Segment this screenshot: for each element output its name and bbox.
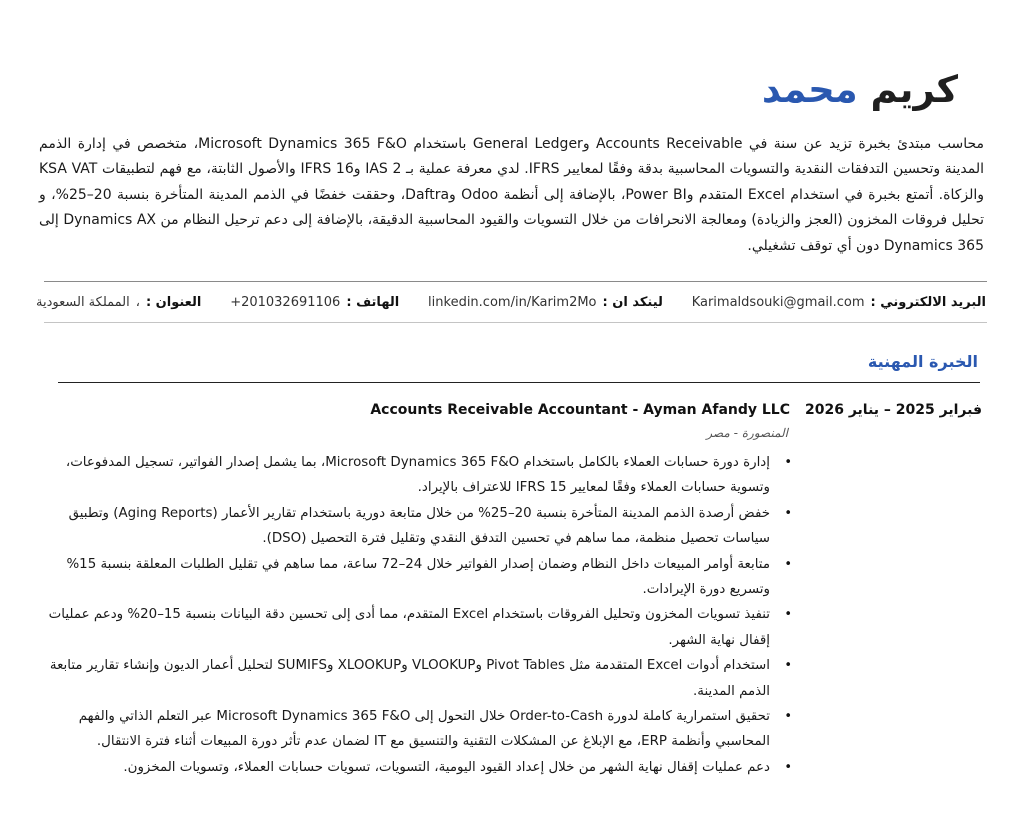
contact-address [36,295,201,310]
job-responsibilities [30,450,792,780]
job-title: Accounts Receivable Accountant - Ayman Afandy LLC [370,402,790,418]
job-location: المنصورة - مصر [706,426,788,440]
address-value: المملكة السعودية [36,294,130,310]
responsibility-item: • متابعة أوامر المبيعات داخل النظام وضمان إصدار الفواتير خلال 24–72 ساعة، مما ساهم في تقليل الطلبات المعلقة بنسبة 15% وتسريع دورة الإيرادات. [30,552,770,603]
contact-linkedin [428,295,663,310]
responsibility-item: • إدارة دورة حسابات العملاء بالكامل باستخدام Microsoft Dynamics 365 F&O، بما يشمل إصدار الفواتير، تسجيل المدفوعات، وتسوية حسابات العملاء وفقًا لمعايير IFRS 15 للاعتراف بالإيراد. [30,450,770,501]
email-label: البريد الالكتروني : [870,294,986,310]
responsibility-item: • تحقيق استمرارية كاملة لدورة Order-to-Cash خلال التحول إلى Microsoft Dynamics 365 F&O عبر التعلم الذاتي والفهم المحاسبي وأنظمة ERP، مع الإبلاغ عن المشكلات التقنية والتنسيق مع IT لضمان عدم تأثر دورة المبيعات أثناء فترة الانتقال. [30,704,770,755]
linkedin-value[interactable]: linkedin.com/in/Karim2Mo [428,294,597,310]
experience-section-title: الخبرة المهنية [867,352,978,371]
contact-bar [36,291,986,313]
email-value[interactable]: Karimaldsouki@gmail.com [691,294,865,310]
address-label: العنوان : [145,294,202,310]
contact-bottom-divider [44,322,987,323]
contact-phone [230,295,399,310]
contact-top-divider [44,281,987,282]
first-name: كريم [870,68,958,111]
contact-email [692,295,986,310]
candidate-name [762,66,958,114]
experience-section-divider [58,382,980,383]
responsibility-item: • استخدام أدوات Excel المتقدمة مثل Pivot Tables وVLOOKUP وXLOOKUP وSUMIFS لتحليل أعمار الديون وإنشاء تقارير متابعة الذمم المدينة. [30,653,770,704]
responsibility-item: • دعم عمليات إقفال نهاية الشهر من خلال إعداد القيود اليومية، التسويات، تسويات حسابات العملاء، وتسويات المخزون. [30,755,770,780]
last-name: محمد [761,68,858,111]
responsibility-item: • تنفيذ تسويات المخزون وتحليل الفروقات باستخدام Excel المتقدم، مما أدى إلى تحسين دقة البيانات بنسبة 15–20% ودعم عمليات إقفال نهاية الشهر. [30,602,770,653]
professional-summary: محاسب مبتدئ بخبرة تزيد عن سنة في Accounts Receivable وGeneral Ledger باستخدام Microsoft Dynamics 365 F&O، متخصص في إدارة الذمم المدينة وتحسين التدفقات النقدية والتسويات المحاسبية بدقة وفقًا لمعايير IFRS. لدي معرفة عملية بـ IAS 2 وIFRS 16 والأصول الثابتة، مع فهم لتطبيقات KSA VAT والزكاة. أتمتع بخبرة في استخدام Excel المتقدم وPower BI، بالإضافة إلى أنظمة Odoo وDaftra، وحققت خفضًا في الذمم المدينة المتأخرة بنسبة 20–25%، و تحليل فروقات المخزون (العجز والزيادة) ومعالجة الانحرافات من خلال التسويات والقيود المحاسبية الدقيقة، بالإضافة إلى دعم ترحيل النظام من Dynamics AX إلى Dynamics 365 دون أي توقف تشغيلي. [39,136,985,254]
linkedin-label: لينكد ان : [602,294,663,310]
responsibility-item: • خفض أرصدة الذمم المدينة المتأخرة بنسبة 20–25% من خلال متابعة دورية باستخدام تقارير الأعمار (Aging Reports) وتطبيق سياسات تحصيل منظمة، مما ساهم في تحسين التدفق النقدي وتقليل فترة التحصيل (DSO). [30,501,770,552]
job-dates: فبراير 2025 – يناير 2026 [805,402,982,418]
phone-label: الهاتف : [346,294,400,310]
phone-value: +201032691106 [230,294,341,310]
address-separator: ، [135,294,140,310]
